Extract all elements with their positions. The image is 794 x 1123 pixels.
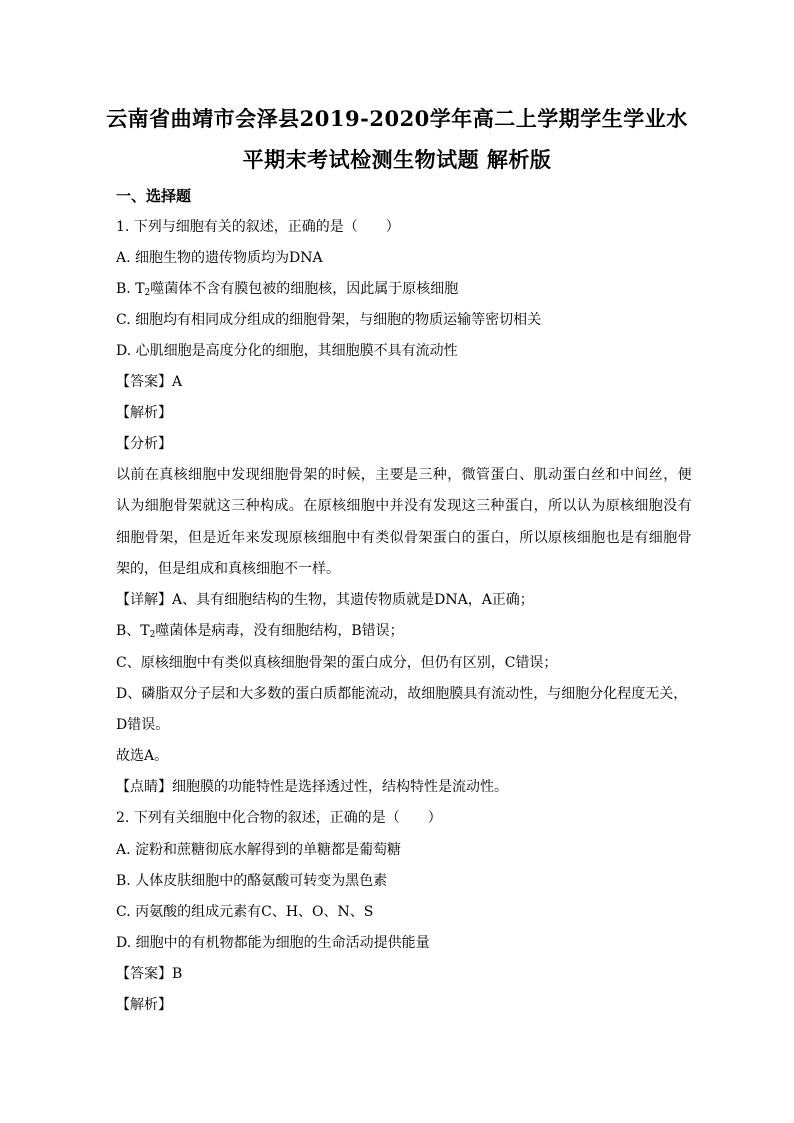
q1-detail-d-line2: D错误。 bbox=[116, 717, 170, 733]
q2-analysis-label: 【解析】 bbox=[116, 997, 172, 1013]
q1-tip: 【点睛】细胞膜的功能特性是选择透过性，结构特性是流动性。 bbox=[116, 779, 508, 795]
q1-answer: 【答案】A bbox=[116, 374, 183, 390]
q1-conclusion: 故选A。 bbox=[116, 748, 169, 764]
q1-fenxi-label: 【分析】 bbox=[116, 436, 172, 452]
q2-answer: 【答案】B bbox=[116, 966, 183, 982]
q1-option-a: A. 细胞生物的遗传物质均为DNA bbox=[116, 250, 323, 266]
q2-option-c: C. 丙氨酸的组成元素有C、H、O、N、S bbox=[116, 904, 374, 920]
q1-option-c: C. 细胞均有相同成分组成的细胞骨架，与细胞的物质运输等密切相关 bbox=[116, 312, 542, 328]
q1-detail-a: 【详解】A、具有细胞结构的生物，其遗传物质就是DNA，A正确； bbox=[116, 592, 534, 608]
q1-stem: 1. 下列与细胞有关的叙述，正确的是（ ） bbox=[116, 219, 400, 235]
section-heading: 一、选择题 bbox=[116, 187, 192, 205]
q2-stem: 2. 下列有关细胞中化合物的叙述，正确的是（ ） bbox=[116, 810, 442, 826]
q1-fenxi-line3: 细胞骨架，但是近年来发现原核细胞中有类似骨架蛋白的蛋白，所以原核细胞也是有细胞骨 bbox=[116, 530, 692, 546]
document-title-line1: 云南省曲靖市会泽县2019-2020学年高二上学期学生学业水 bbox=[106, 106, 688, 131]
q1-option-b-subscript: 2 bbox=[144, 288, 151, 298]
q1-option-b-text: 噬菌体不含有膜包被的细胞核，因此属于原核细胞 bbox=[150, 281, 459, 297]
q1-option-b-prefix: B. T bbox=[116, 281, 145, 297]
q1-option-d: D. 心肌细胞是高度分化的细胞，其细胞膜不具有流动性 bbox=[116, 343, 458, 359]
q1-option-b bbox=[116, 279, 458, 303]
q1-detail-b-prefix: B、T bbox=[116, 623, 150, 639]
q1-fenxi-line1: 以前在真核细胞中发现细胞骨架的时候，主要是三种，微管蛋白、肌动蛋白丝和中间丝，便 bbox=[116, 467, 692, 483]
q1-fenxi-line2: 认为细胞骨架就这三种构成。在原核细胞中并没有发现这三种蛋白，所以认为原核细胞没有 bbox=[116, 498, 692, 514]
q1-detail-d-line1: D、磷脂双分子层和大多数的蛋白质都能流动，故细胞膜具有流动性，与细胞分化程度无关， bbox=[116, 686, 688, 702]
q2-option-d: D. 细胞中的有机物都能为细胞的生命活动提供能量 bbox=[116, 935, 430, 951]
q1-detail-b-subscript: 2 bbox=[149, 630, 156, 640]
document-title-line2: 平期末考试检测生物试题 解析版 bbox=[242, 147, 552, 172]
q2-option-b: B. 人体皮肤细胞中的酪氨酸可转变为黑色素 bbox=[116, 873, 388, 889]
q1-detail-b bbox=[116, 621, 404, 645]
q1-detail-b-text: 噬菌体是病毒，没有细胞结构，B错误； bbox=[155, 623, 404, 639]
q1-analysis-label: 【解析】 bbox=[116, 405, 172, 421]
q1-fenxi-line4: 架的，但是组成和真核细胞不一样。 bbox=[116, 561, 340, 577]
q1-detail-c: C、原核细胞中有类似真核细胞骨架的蛋白成分，但仍有区别，C错误； bbox=[116, 655, 558, 671]
q2-option-a: A. 淀粉和蔗糖彻底水解得到的单糖都是葡萄糖 bbox=[116, 842, 402, 858]
